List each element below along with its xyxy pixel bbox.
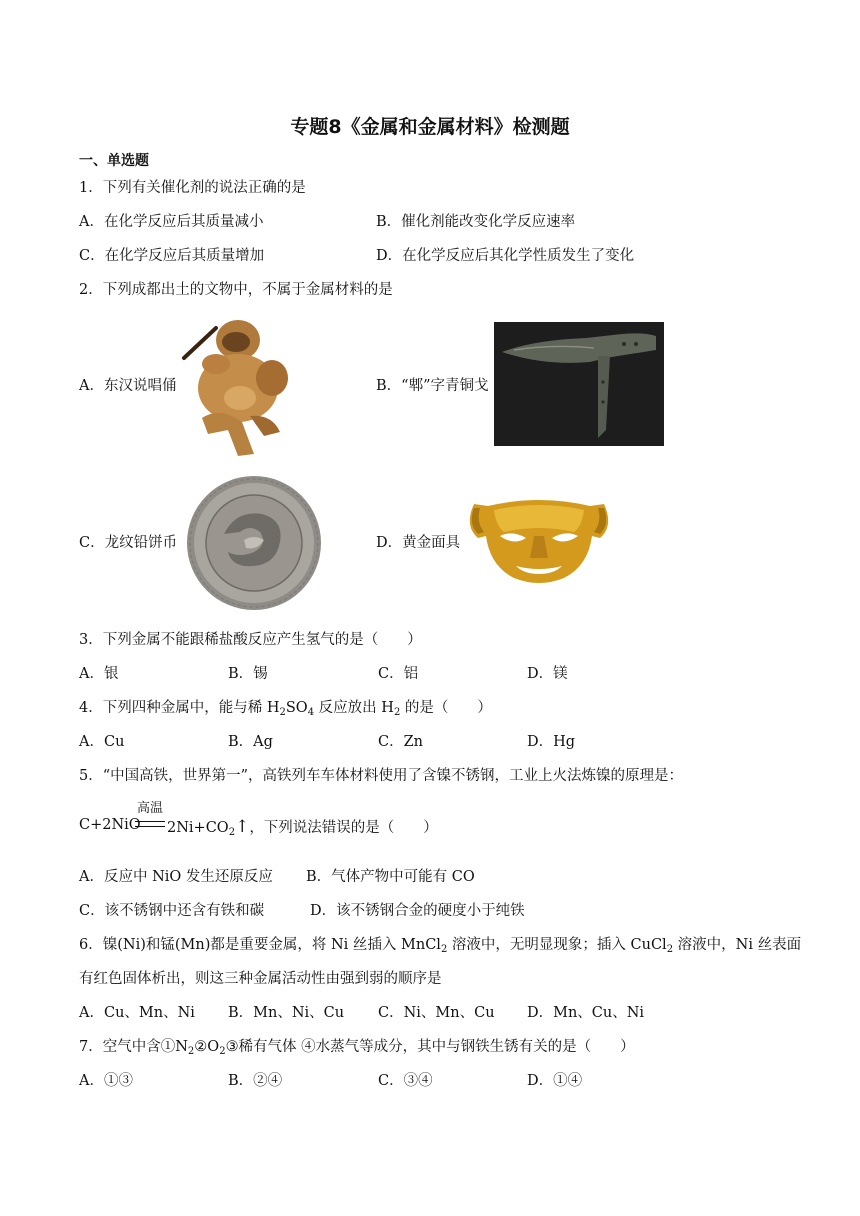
q5-option-c: C．该不锈钢中还含有铁和碳 [79, 903, 265, 919]
q7-option-b: B．②④ [228, 1073, 283, 1089]
q3-option-b: B．锡 [228, 666, 268, 682]
q1-option-d: D．在化学反应后其化学性质发生了变化 [376, 248, 635, 264]
q6-stem-line2: 有红色固体析出，则这三种金属活动性由强到弱的顺序是 [79, 971, 442, 987]
q4-option-d: D．Hg [527, 734, 576, 750]
equation-right: $2Ni+CO_2↑$，下列说法错误的是（ ） [167, 817, 438, 838]
q6-option-b: B．Mn、Ni、Cu [228, 1005, 345, 1021]
q5-option-d: D．该不锈钢合金的硬度小于纯铁 [310, 903, 525, 919]
q7-option-c: C．③④ [378, 1073, 433, 1089]
bronze-ge-image [494, 322, 664, 446]
q5-option-b: B．气体产物中可能有 CO [306, 869, 475, 885]
q6-option-d: D．Mn、Cu、Ni [527, 1005, 645, 1021]
q6-stem-line1: 6．镍(Ni)和锰(Mn)都是重要金属，将 Ni 丝插入 MnCl$_2$ 溶液中，无明显现象；插入 CuCl$_2$ 溶液中，Ni 丝表面 [79, 937, 802, 955]
equation-left: C+2NiO [79, 817, 141, 833]
coin-image [184, 474, 324, 612]
equals-sign-icon [135, 821, 165, 827]
q7-option-d: D．①④ [527, 1073, 583, 1089]
q5-stem: 5．“中国高铁，世界第一”，高铁列车车体材料使用了含镍不锈钢，工业上火法炼镍的原理是： [79, 768, 684, 784]
q4-option-a: A．Cu [79, 734, 125, 750]
q2-option-b: B．“郫”字青铜戈 [376, 378, 489, 394]
q1-option-c: C．在化学反应后其质量增加 [79, 248, 265, 264]
q2-option-d: D．黄金面具 [376, 535, 461, 551]
reaction-condition: 高温 [136, 801, 163, 816]
page-title: 专题8《金属和金属材料》检测题 [290, 116, 570, 138]
q2-option-a: A．东汉说唱俑 [79, 378, 177, 394]
golden-mask-image [464, 496, 614, 586]
gas-arrow-icon: ↑ [235, 817, 250, 837]
q2-option-c: C．龙纹铅饼币 [79, 535, 178, 551]
q6-option-a: A．Cu、Mn、Ni [79, 1005, 195, 1021]
q3-stem: 3．下列金属不能跟稀盐酸反应产生氢气的是（ ） [79, 632, 422, 648]
q2-stem: 2．下列成都出土的文物中，不属于金属材料的是 [79, 282, 393, 298]
q1-option-b: B．催化剂能改变化学反应速率 [376, 214, 576, 230]
figurine-image [180, 314, 298, 459]
q3-option-c: C．铝 [378, 666, 419, 682]
q4-stem: 4．下列四种金属中，能与稀 $H_2SO_4$ 反应放出 $H_2$ 的是（ ） [79, 700, 492, 718]
q3-option-a: A．银 [79, 666, 119, 682]
q3-option-d: D．镁 [527, 666, 568, 682]
q7-stem: 7．空气中含$①N_2②O_2③$稀有气体 ④水蒸气等成分，其中与钢铁生锈有关的是（ ） [79, 1039, 635, 1057]
q6-option-c: C．Ni、Mn、Cu [378, 1005, 495, 1021]
q1-option-a: A．在化学反应后其质量减小 [79, 214, 264, 230]
q4-option-c: C．Zn [378, 734, 424, 750]
section-heading: 一、单选题 [79, 153, 149, 169]
q5-option-a: A．反应中 NiO 发生还原反应 [79, 869, 273, 885]
q4-option-b: B．Ag [228, 734, 273, 750]
q7-option-a: A．①③ [79, 1073, 133, 1089]
q1-stem: 1．下列有关催化剂的说法正确的是 [79, 180, 306, 196]
